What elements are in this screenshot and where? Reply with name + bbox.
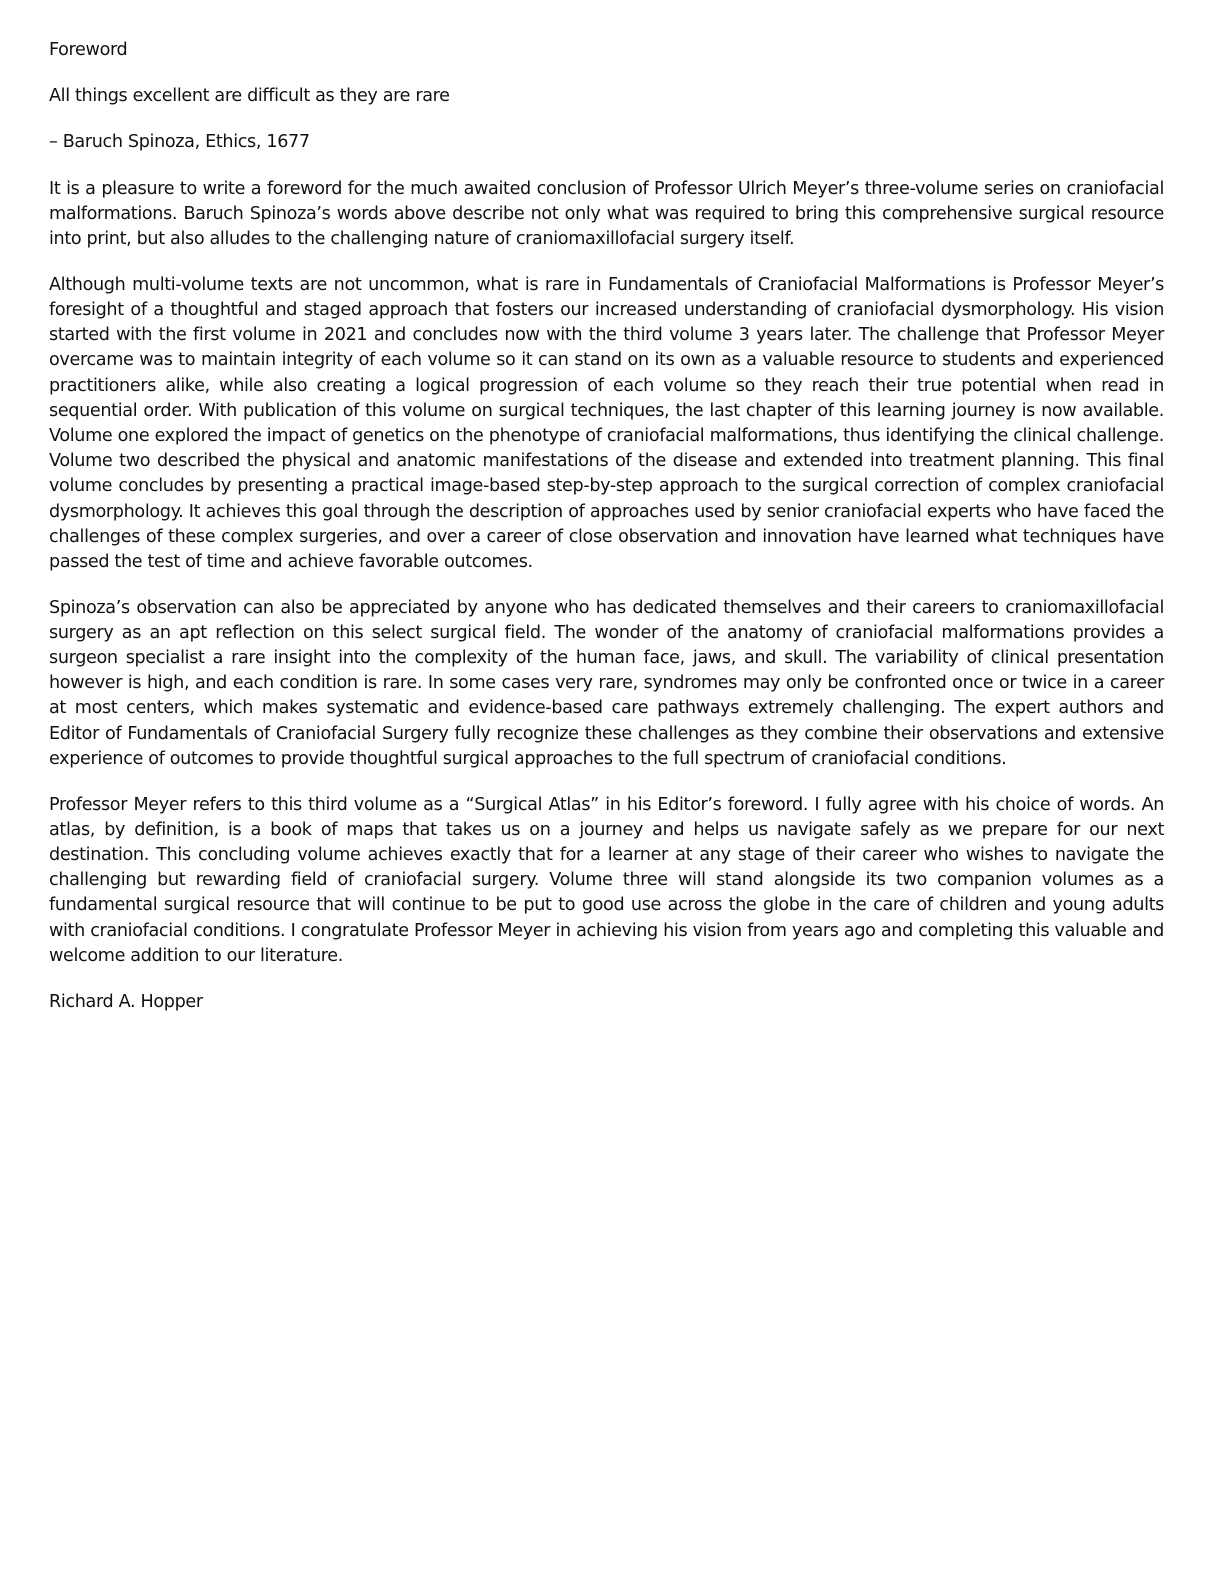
epigraph-quote: All things excellent are difficult as they are rare	[49, 86, 450, 107]
page-title: Foreword	[49, 40, 128, 60]
author-signature: Richard A. Hopper	[49, 991, 203, 1012]
document-page	[49, 38, 1164, 1015]
paragraph-surgical-atlas: Professor Meyer refers to this third volume as a “Surgical Atlas” in his Editor’s foreword. I fully agree with his choice of words. An atlas, by definition, is a book of maps that takes us on a journey and helps us navigate safely as we prepare for our next destination. This concluding volume achieves exactly that for a learner at any stage of their career who wishes to navigate the challenging but rewarding field of craniofacial surgery. Volume three will stand alongside its two companion volumes as a fundamental surgical resource that will continue to be put to good use across the globe in the care of children and young adults with craniofacial conditions. I congratulate Professor Meyer in achieving his vision from years ago and completing this valuable and welcome addition to our literature.	[49, 794, 1164, 966]
paragraph-introduction: It is a pleasure to write a foreword for the much awaited conclusion of Professor Ulrich Meyer’s three-volume series on craniofacial malformations. Baruch Spinoza’s words above describe not only what was required to bring this comprehensive surgical resource into print, but also alludes to the challenging nature of craniomaxillofacial surgery itself.	[49, 178, 1164, 250]
paragraph-spinoza-reflection: Spinoza’s observation can also be appreciated by anyone who has dedicated themselves and their careers to craniomaxillofacial surgery as an apt reflection on this select surgical field. The wonder of the anatomy of craniofacial malformations provides a surgeon specialist a rare insight into the complexity of the human face, jaws, and skull. The variability of clinical presentation however is high, and each condition is rare. In some cases very rare, syndromes may only be confronted once or twice in a career at most centers, which makes systematic and evidence-based care pathways extremely challenging. The expert authors and Editor of Fundamentals of Craniofacial Surgery fully recognize these challenges as they combine their observations and extensive experience of outcomes to provide thoughtful surgical approaches to the full spectrum of craniofacial conditions.	[49, 597, 1164, 769]
epigraph-attribution: – Baruch Spinoza, Ethics, 1677	[49, 132, 310, 153]
paragraph-series-overview: Although multi-volume texts are not uncommon, what is rare in Fundamentals of Craniofacial Malformations is Professor Meyer’s foresight of a thoughtful and staged approach that fosters our increased understanding of craniofacial dysmorphology. His vision started with the first volume in 2021 and concludes now with the third volume 3 years later. The challenge that Professor Meyer overcame was to maintain integrity of each volume so it can stand on its own as a valuable resource to students and experienced practitioners alike, while also creating a logical progression of each volume so they reach their true potential when read in sequential order. With publication of this volume on surgical techniques, the last chapter of this learning journey is now available. Volume one explored the impact of genetics on the phenotype of craniofacial malformations, thus identifying the clinical challenge. Volume two described the physical and anatomic manifestations of the disease and extended into treatment planning. This final volume concludes by presenting a practical image-based step-by-step approach to the surgical correction of complex craniofacial dysmorphology. It achieves this goal through the description of approaches used by senior craniofacial experts who have faced the challenges of these complex surgeries, and over a career of close observation and innovation have learned what techniques have passed the test of time and achieve favorable outcomes.	[49, 274, 1164, 572]
